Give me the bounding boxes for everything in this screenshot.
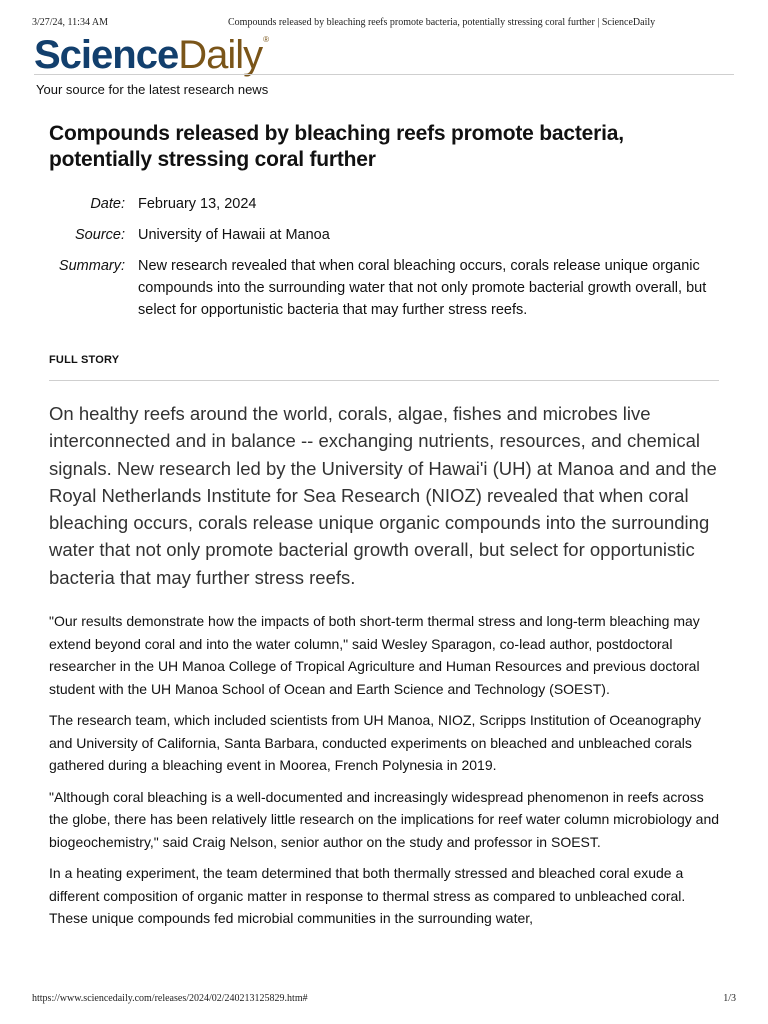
print-page-title: Compounds released by bleaching reefs promote bacteria, potentially stressing coral further | ScienceDaily <box>228 17 656 28</box>
article-meta <box>49 193 729 330</box>
meta-date <box>49 193 729 215</box>
meta-source-label: Source: <box>75 227 125 243</box>
meta-date-value: February 13, 2024 <box>138 196 257 212</box>
article-paragraph: The research team, which included scientists from UH Manoa, NIOZ, Scripps Institution of Oceanography and University of California, Santa Barbara, conducted experiments on bleached and unbleached corals gathered during a bleaching event in Moorea, French Polynesia in 2019. <box>49 712 702 773</box>
print-datetime: 3/27/24, 11:34 AM <box>32 17 109 28</box>
print-page-number: 1/3 <box>723 993 736 1004</box>
meta-date-label: Date: <box>90 196 125 212</box>
meta-summary-label: Summary: <box>58 258 125 274</box>
article-paragraph: In a heating experiment, the team determined that both thermally stressed and bleached coral exude a different composition of organic matter in response to thermal stress as compared to unbleached coral. These unique compounds fed microbial communities in the surrounding water, <box>49 865 686 926</box>
article-body <box>49 610 721 939</box>
meta-summary-value: New research revealed that when coral bleaching occurs, corals release unique organic compounds into the surrounding water that not only promote bacterial growth overall, but select for opportunistic bacteria that may further stress reefs. <box>138 258 707 318</box>
logo-science: Science <box>34 33 179 77</box>
logo-daily: Daily <box>178 33 263 77</box>
article-lead: On healthy reefs around the world, corals, algae, fishes and microbes live interconnected and in balance -- exchanging nutrients, resources, and chemical signals. New research led by the University of Hawai'i (UH) at Manoa and and the Royal Netherlands Institute for Sea Research (NIOZ) revealed that when coral bleaching occurs, corals release unique organic compounds into the surrounding water that not only promote bacterial growth overall, but select for opportunistic bacteria that may further stress reefs. <box>49 403 717 588</box>
article-paragraph: "Although coral bleaching is a well-documented and increasingly widespread phenomenon in reefs across the globe, there has been relatively little research on the implications for reef water column microbiology and biogeochemistry," said Craig Nelson, senior author on the study and professor in SOEST. <box>49 788 720 850</box>
sciencedaily-logo[interactable] <box>34 30 268 80</box>
logo-divider <box>34 74 734 75</box>
full-story-heading: FULL STORY <box>49 354 120 366</box>
article-headline: Compounds released by bleaching reefs promote bacteria, potentially stressing coral further <box>49 122 624 171</box>
article-paragraph: "Our results demonstrate how the impacts of both short-term thermal stress and long-term bleaching may extend beyond coral and into the water column," said Wesley Sparagon, co-lead author, postdoctoral researcher in the UH Manoa College of Tropical Agriculture and Human Resources and previous doctoral student with the UH Manoa School of Ocean and Earth Science and Technology (SOEST). <box>49 613 700 697</box>
site-tagline: Your source for the latest research news <box>36 82 269 97</box>
meta-source-value: University of Hawaii at Manoa <box>138 227 330 243</box>
meta-summary <box>49 255 729 321</box>
meta-source <box>49 224 729 246</box>
logo-registered-mark: ® <box>263 35 269 44</box>
print-url: https://www.sciencedaily.com/releases/2024/02/240213125829.htm# <box>32 993 308 1004</box>
full-story-divider <box>49 380 719 381</box>
